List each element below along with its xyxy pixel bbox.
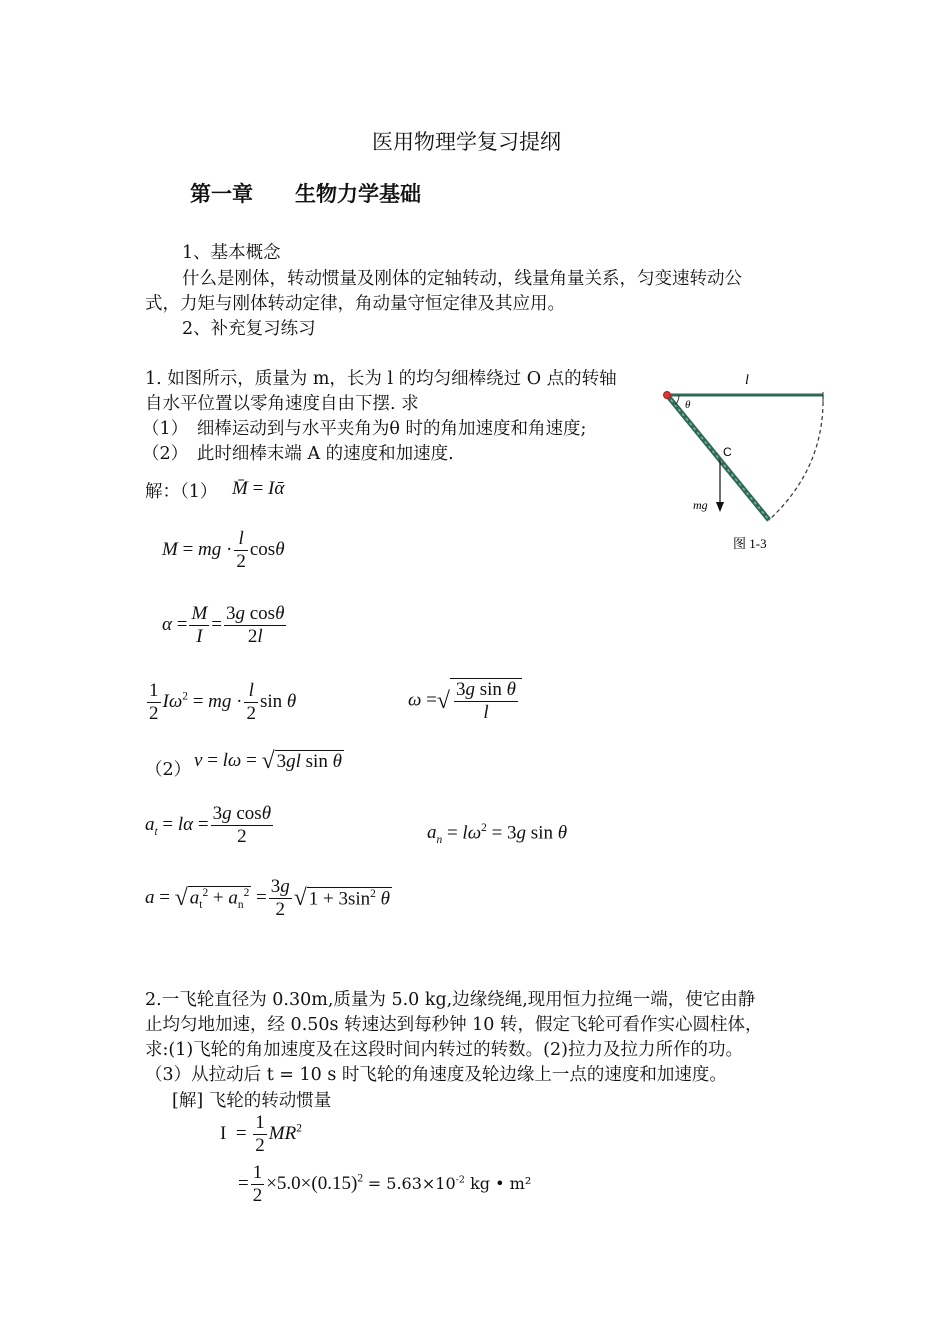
force-arrowhead [716, 502, 724, 512]
label-force: mg [693, 498, 708, 512]
eq-energy: $\frac{1}{2}$ $I\omega^2$ = mg · $\frac{l}{2}$ sin θ [149, 680, 297, 724]
figure-caption: 图 1-3 [733, 536, 767, 551]
problem1-line1: 1. 如图所示，质量为 m，长为 l 的均匀细棒绕过 O 点的转轴 [145, 369, 617, 389]
eq-alpha: α = $\frac{M}{I}$ = $\frac{\text{3g cosθ}}{2l}$ [162, 603, 285, 647]
swing-arc [769, 395, 823, 520]
problem2-line3: 求:(1)飞轮的角加速度及在这段时间内转过的转数。(2)拉力及拉力所作的功。 [145, 1040, 743, 1060]
eq-omega: ω =√ $\frac{\text{3g sin θ}}{l}$ [408, 678, 522, 724]
label-c: C [723, 445, 732, 459]
section1-text-line2: 式，力矩与刚体转动定律，角动量守恒定律及其应用。 [145, 294, 565, 314]
eq-inertia: I = $\frac{1}{2}$ $MR^2$ [220, 1112, 302, 1156]
problem2-line4: （3）从拉动后 t = 10 s 时飞轮的角速度及轮边缘上一点的速度和加速度。 [145, 1065, 727, 1085]
problem2-line1: 2.一飞轮直径为 0.30m,质量为 5.0 kg,边缘绕绳,现用恒力拉绳一端，使它由静 [145, 990, 756, 1010]
pivot-point-o [664, 392, 671, 399]
eq-torque: M = mg · $\frac{l}{2}$ cosθ [162, 528, 285, 572]
page-title: 医用物理学复习提纲 [372, 130, 561, 154]
eq-velocity: v = lω = √ 3gl sin θ [194, 748, 342, 774]
label-theta: θ [685, 399, 691, 411]
eq-tangential-accel: $a_t = l\alpha$ = $\frac{\text{3g cosθ}}{2}$ [145, 803, 272, 847]
part2-label: （2） [145, 760, 192, 780]
section1-heading: 1、基本概念 [182, 243, 281, 263]
problem2-line2: 止均匀地加速，经 0.50s 转速达到每秒钟 10 转，假定飞轮可看作实心圆柱体， [145, 1015, 763, 1035]
inertia-result: = $5.63\times 10^{-2}$ kg • m² [367, 1173, 532, 1193]
label-l: l [745, 373, 749, 388]
solution2-label: [解] 飞轮的转动惯量 [172, 1091, 332, 1111]
solution1-label: 解：（1） [145, 482, 218, 502]
pendulum-figure [655, 368, 835, 558]
chapter-heading: 第一章 生物力学基础 [190, 181, 421, 206]
section2-heading: 2、补充复习练习 [182, 319, 316, 339]
section1-text-line1: 什么是刚体，转动惯量及刚体的定轴转动，线量角量关系，匀变速转动公 [182, 269, 742, 289]
problem1-q1: （1） 细棒运动到与水平夹角为θ 时的角加速度和角速度; [142, 419, 587, 439]
eq-torque-vector: M̄ = Iᾱ [232, 478, 285, 499]
problem1-line2: 自水平位置以零角速度自由下摆. 求 [145, 394, 419, 414]
eq-normal-accel: $a_n = l\omega^2 = 3g$ sin θ [427, 822, 568, 847]
eq-inertia-value: = $\frac{1}{2}$ $\times 5.0\times(0.15)^2 = 5.63\times 10^{-2}$ kg • m² [238, 1162, 532, 1206]
problem1-q2: （2） 此时细棒末端 A 的速度和加速度. [142, 444, 454, 464]
eq-total-accel: a = √ $a_t^2 + a_n^2$ = $\frac{3g}{2}$ √ $1 + 3\sin^2$ θ [145, 876, 390, 920]
